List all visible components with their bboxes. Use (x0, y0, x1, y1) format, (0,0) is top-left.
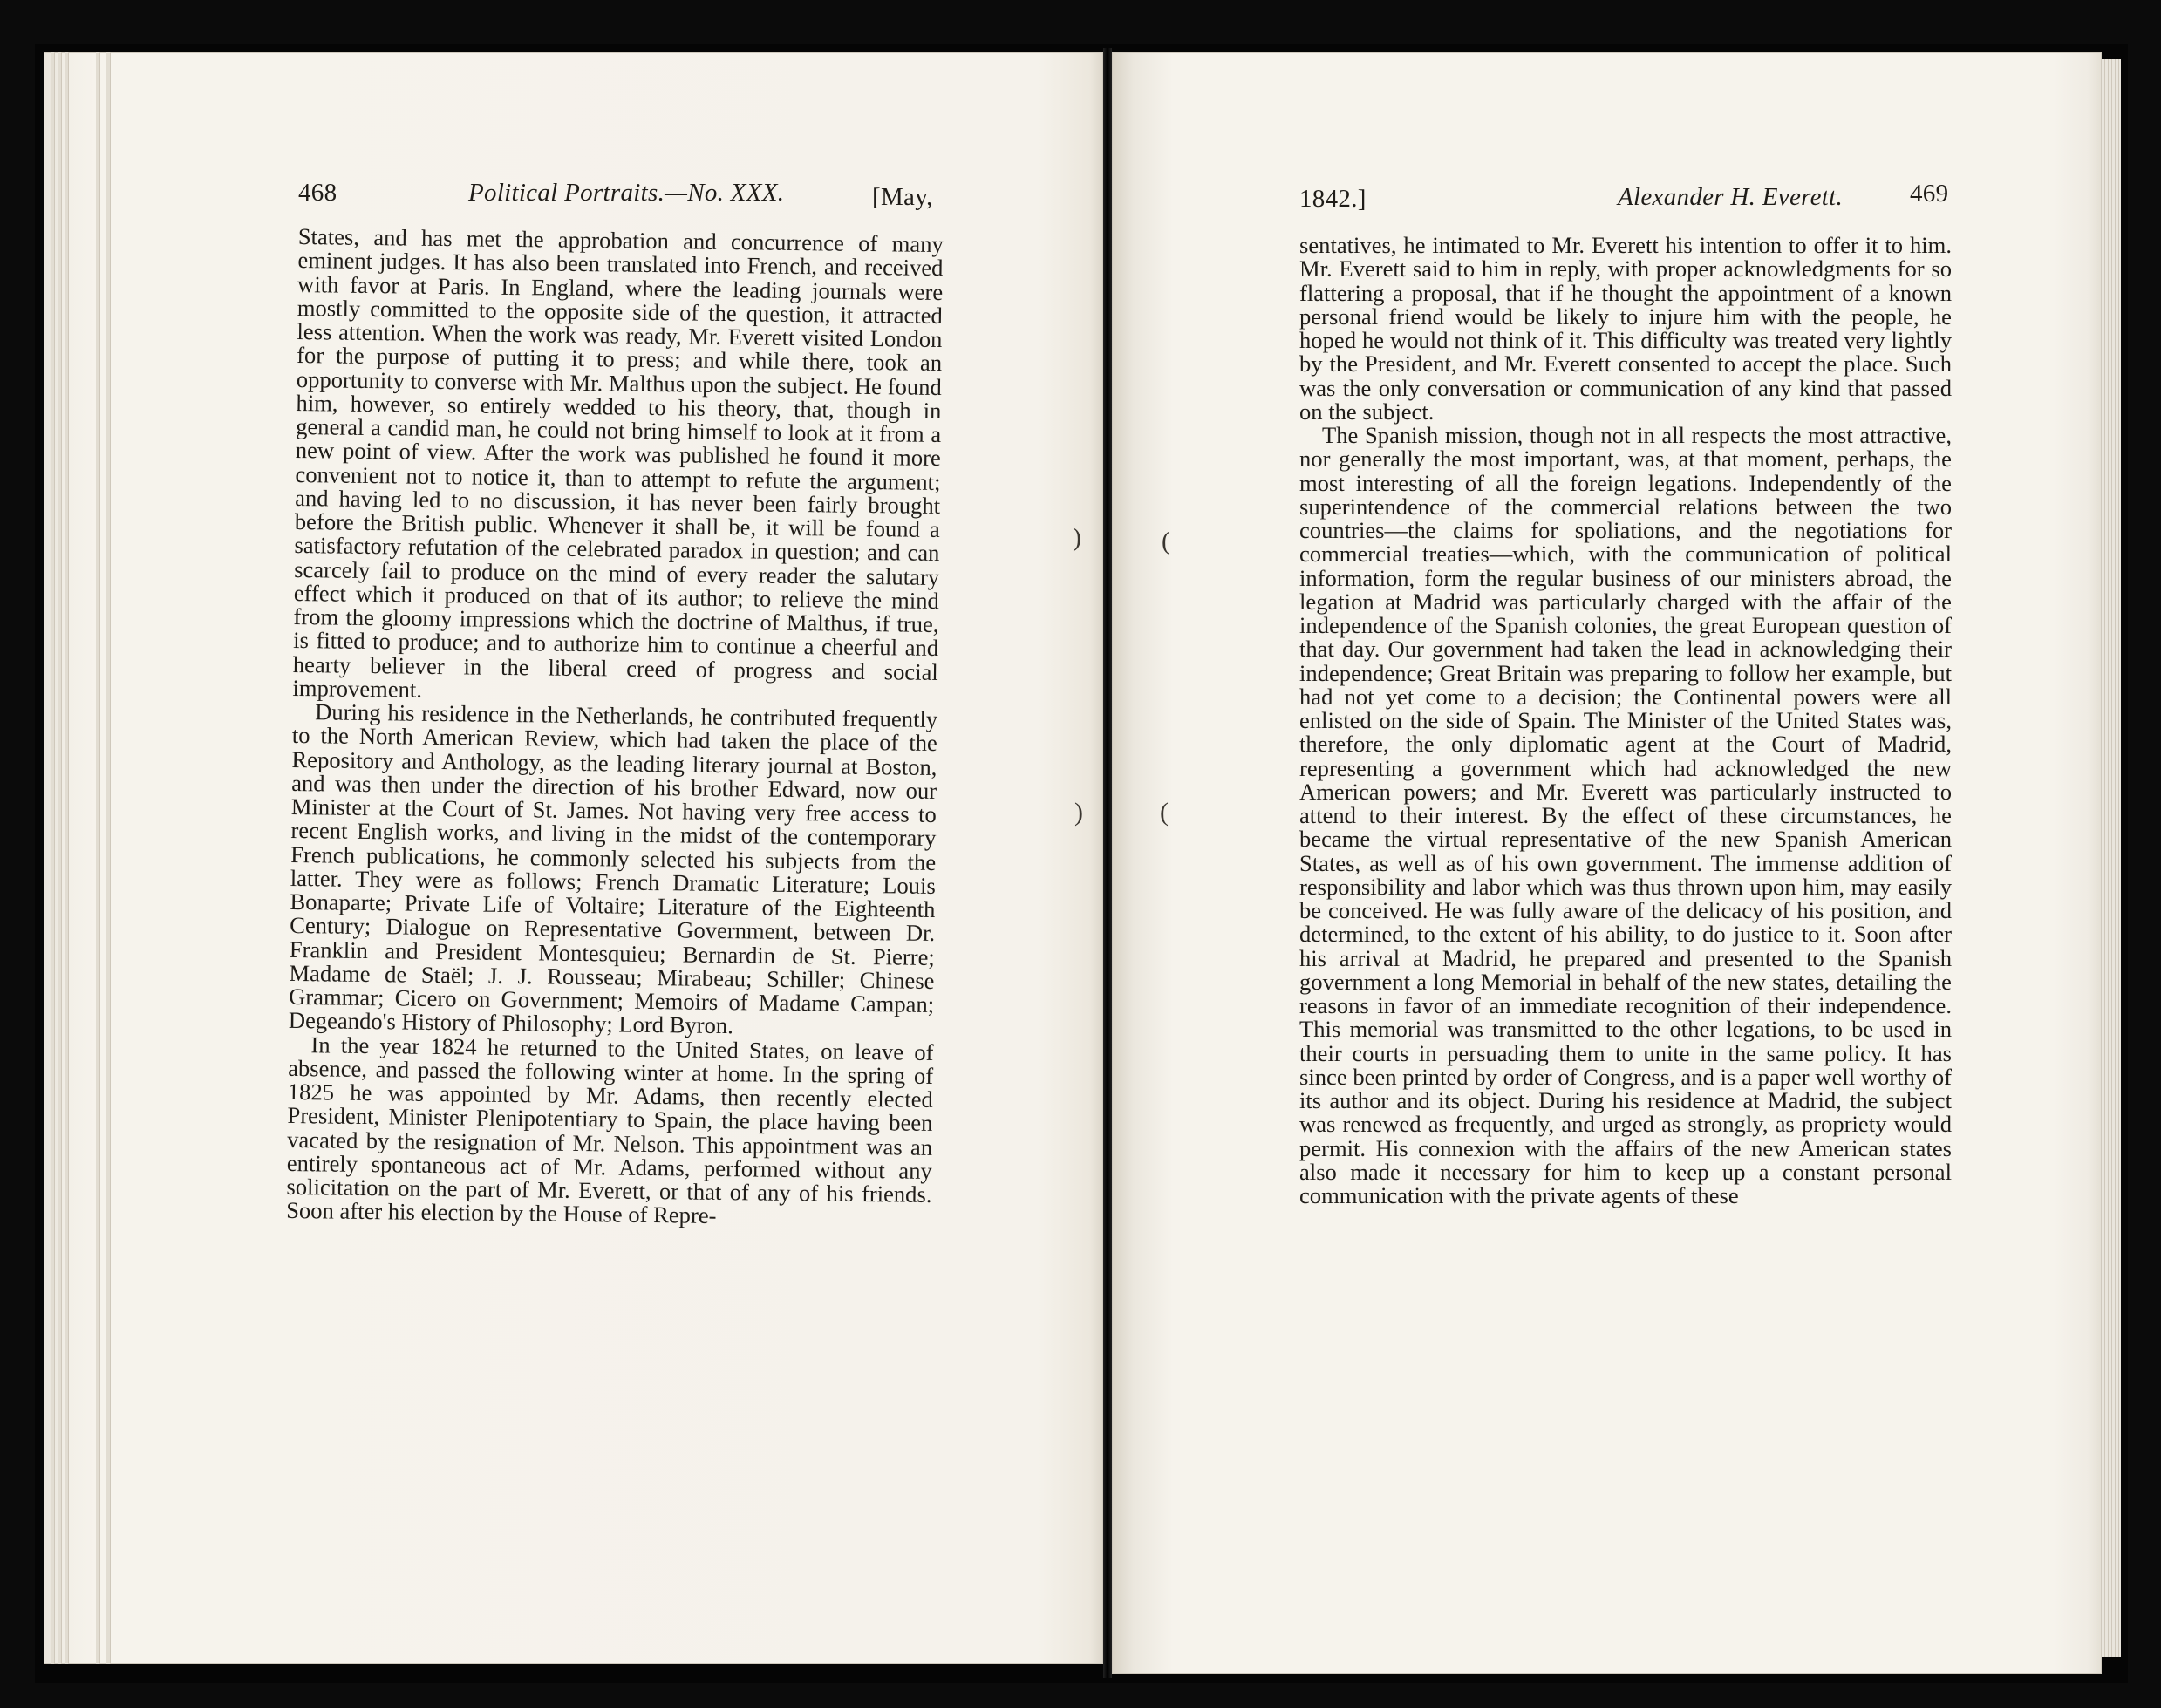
left-page-number: 468 (298, 179, 337, 207)
paragraph: The Spanish mission, though not in all respects the most attractive, nor generally the most important, was, at that moment, perhaps, the most interesting of all the foreign legations. Independently of the superintendence of the commercial relations between the two countries—the claims for spoliations, and the negotiations for commercial treaties—which, with the communication of political information, form the regular business of our ministers abroad, the legation at Madrid was particularly charged with the affair of the independence of the Spanish colonies, the great European question of that day. Our government had taken the lead in acknowledging their independence; Great Britain was preparing to follow her example, but had not yet come to a decision; the Continental powers were all enlisted on the side of Spain. The Minister of the United States was, therefore, the only diplomatic agent at the Court of Madrid, representing a government which had acknowledged the new American powers; and Mr. Everett was particularly instructed to attend to their interest. By the effect of these circumstances, he became the virtual representative of the new Spanish American States, as well as of his own government. The immense addition of responsibility and labor which was thus thrown upon him, may easily be conceived. He was fully aware of the delicacy of his position, and determined, to the extent of his ability, to do justice to it. Soon after his arrival at Madrid, he prepared and presented to the Spanish government a long Memorial in behalf of the new states, detailing the reasons in favor of an immediate recognition of their independence. This memorial was transmitted to the other legations, to be used in their courts in persuading them to unite in the same policy. It has since been printed by order of Congress, and is a paper well worthy of its author and its object. During his residence at Madrid, the subject was renewed as frequently, and urged as strongly, as propriety would permit. His connexion with the affairs of the new American states also made it necessary for him to keep up a constant personal communication with the private agents of these (1299, 422, 1952, 1208)
page-edges-right (2102, 59, 2121, 1657)
paragraph: In the year 1824 he returned to the United States, on leave of absence, and passed the following winter at home. In the spring of 1825 he was appointed by Mr. Adams, then recently elected President, Minister Plenipotentiary to Spain, the place having been vacated by the resignation of Mr. Nelson. This appointment was an entirely spontaneous act of Mr. Adams, performed without any solicitation on the part of Mr. Everett, or that of any of his friends. Soon after his election by the House of Repre- (286, 1031, 934, 1229)
binding-mark: ( (1160, 798, 1169, 827)
right-page-number: 469 (1910, 180, 1949, 208)
left-running-date: [May, (872, 183, 933, 211)
page-edge (58, 52, 62, 1664)
right-running-date: 1842.] (1299, 185, 1367, 213)
page-edge (96, 52, 100, 1664)
left-running-title (468, 179, 784, 208)
page-edge (51, 52, 55, 1664)
right-body-text (1299, 234, 1952, 1208)
binding-mark: ) (1074, 798, 1083, 827)
page-edge (106, 52, 111, 1664)
binding-mark: ( (1162, 527, 1170, 555)
right-running-title-text: Alexander H. Everett. (1618, 183, 1844, 211)
paragraph: During his residence in the Netherlands, he contributed frequently to the North American Review, which had taken the place of the Repository and Anthology, as the leading literary journal at Boston, and was then under the direction of his brother Edward, now our Minister at the Court of St. James. Not having very free access to recent English works, and living in the midst of the contemporary French publications, he commonly selected his subjects from the latter. They were as follows; French Dramatic Literature; Louis Bonaparte; Private Life of Voltaire; Literature of the Eighteenth Century; Dialogue on Representative Government, between Dr. Franklin and President Montesquieu; Bernardin de St. Pierre; Madame de Staël; J. J. Rousseau; Mirabeau; Schiller; Chinese Grammar; Cicero on Government; Memoirs of Madame Campan; Degeando's History of Philosophy; Lord Byron. (288, 698, 938, 1039)
book-gutter (1103, 48, 1112, 1678)
paragraph: States, and has met the approbation and concurrence of many eminent judges. It has also been translated into French, and received with favor at Paris. In England, where the leading journals were mostly committed to the opposite side of the question, it attracted less attention. When the work was ready, Mr. Everett visited London for the purpose of putting it to press; and while there, took an opportunity to converse with Mr. Malthus upon the subject. He found him, however, so entirely wedded to his theory, that, though in general a candid man, he could not bring himself to look at it from a new point of view. After the work was published he found it more convenient not to notice it, than to attempt to refute the argument; and having led to no discussion, it has never been fairly brought before the British public. Whenever it shall be, it will be found a satisfactory refutation of the celebrated paradox in question; and can scarcely fail to produce on the mind of every reader the salutary effect which it produced on that of its author; to relieve the mind from the gloomy impressions which the doctrine of Malthus, if true, is fitted to produce; and to authorize him to continue a cheerful and hearty believer in the liberal creed of progress and social improvement. (292, 223, 944, 703)
left-body-text (286, 225, 944, 1230)
paragraph: sentatives, he intimated to Mr. Everett his intention to offer it to him. Mr. Everett said to him in reply, with proper acknowledgments for so flattering a proposal, that if he thought the appointment of a known personal friend would be likely to injure him with the people, he hoped he would not think of it. This difficulty was treated very lightly by the President, and Mr. Everett consented to accept the place. Such was the only conversation or communication of any kind that passed on the subject. (1299, 232, 1952, 425)
binding-mark: ) (1073, 523, 1081, 552)
right-running-title (1618, 183, 1843, 212)
left-running-title-text: Political Portraits.—No. XXX. (468, 179, 785, 207)
page-edge (65, 52, 69, 1664)
